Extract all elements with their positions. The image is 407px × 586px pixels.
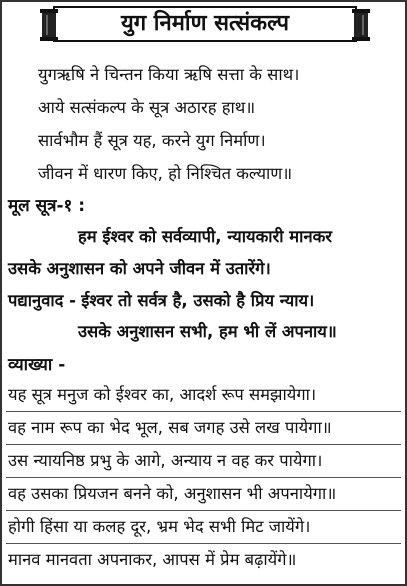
vyakhya-line-5: होगी हिंसा या कलह दूर, भ्रम भेद सभी मिट जायेंगे।: [8, 517, 311, 536]
page-title: युग निर्माण सत्संकल्प: [121, 11, 289, 36]
sutra-text-line-2: उसके अनुशासन को अपने जीवन में उतारेंगे।: [8, 259, 271, 278]
line-divider: [6, 510, 401, 511]
line-divider: [6, 477, 401, 478]
sutra-heading: मूल सूत्र-१ :: [8, 196, 86, 216]
line-divider: [6, 543, 401, 544]
verse-line-3: सार्वभौम हैं सूत्र यह, करने युग निर्माण।: [38, 131, 266, 150]
vyakhya-heading: व्याख्या -: [8, 355, 66, 375]
vyakhya-line-3: उस न्यायनिष्ठ प्रभु के आगे, अन्याय न वह कर पायेगा।: [8, 451, 323, 470]
vyakhya-line-6: मानव मानवता अपनाकर, आपस में प्रेम बढ़ायेंगे॥: [8, 550, 297, 569]
padyanuvad-line-2: उसके अनुशासन सभी, हम भी लें अपनाय॥: [78, 322, 337, 341]
padyanuvad-line-1: [8, 288, 314, 314]
padyanuvad-text-1: ईश्वर तो सर्वत्र है, उसको है प्रिय न्याय।: [81, 291, 315, 310]
vyakhya-line-1: यह सूत्र मनुज को ईश्वर का, आदर्श रूप समझायेगा।: [8, 385, 317, 404]
vyakhya-line-2: वह नाम रूप का भेद भूल, सब जगह उसे लख पायेगा॥: [8, 418, 332, 437]
line-divider: [6, 444, 401, 445]
title-banner: [40, 5, 370, 43]
vyakhya-line-4: वह उसका प्रियजन बनने को, अनुशासन भी अपनायेगा॥: [8, 484, 337, 503]
sutra-text-line-1: हम ईश्वर को सर्वव्यापी, न्यायकारी मानकर: [78, 227, 333, 246]
verse-line-4: जीवन में धारण किए, हो निश्चित कल्याण॥: [38, 164, 293, 183]
verse-line-2: आये सत्संकल्प के सूत्र अठारह हाथ॥: [38, 98, 256, 117]
line-divider: [6, 411, 401, 412]
verse-line-1: युगऋषि ने चिन्तन किया ऋषि सत्ता के साथ।: [38, 65, 300, 84]
padyanuvad-label: पद्यानुवाद -: [8, 291, 76, 310]
